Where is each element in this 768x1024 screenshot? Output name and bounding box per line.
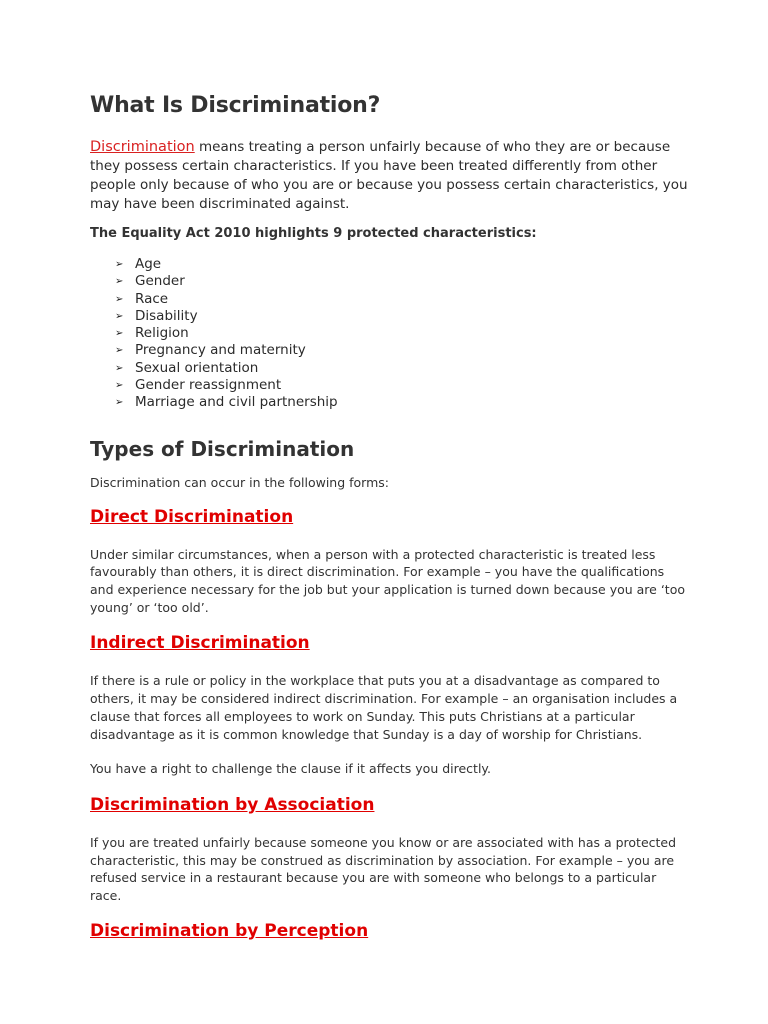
intro-text: means treating a person unfairly because of who they are or because they possess certain characteristics. If you have been treated differently from other people only because of who you are or because you possess certain characteristics, you may have been discriminated against.: [90, 139, 688, 212]
indirect-discrimination-text: If there is a rule or policy in the workplace that puts you at a disadvantage as compared to others, it may be considered indirect discrimination. For example – an organisation includes a clause that forces all employees to work on Sunday. This puts Christians at a particular disadvantage as it is common knowledge that Sunday is a day of worship for Christians.: [90, 673, 678, 742]
list-item: ➢ Disability: [115, 307, 198, 324]
arrow-bullet-icon: ➢: [115, 345, 124, 357]
discrimination-link[interactable]: Discrimination: [90, 139, 195, 155]
arrow-bullet-icon: ➢: [115, 276, 124, 288]
page-title: What Is Discrimination?: [90, 93, 381, 118]
association-heading: Discrimination by Association: [90, 795, 375, 815]
direct-discrimination-text: Under similar circumstances, when a person with a protected characteristic is treated less favourably than others, it is direct discrimination. For example – you have the qualifications and experience necessary for the job but your application is turned down because you are ‘too young’ or ‘too old’.: [90, 546, 686, 615]
arrow-bullet-icon: ➢: [115, 293, 124, 305]
indirect-discrimination-heading: Indirect Discrimination: [90, 633, 310, 654]
list-item: ➢ Religion: [115, 325, 189, 342]
list-item: ➢ Gender: [115, 273, 185, 290]
list-item: ➢ Age: [115, 256, 162, 272]
direct-discrimination-heading: Direct Discrimination: [90, 506, 294, 527]
list-item: ➢ Sexual orientation: [115, 359, 259, 376]
list-item: ➢ Marriage and civil partnership: [115, 394, 338, 411]
list-item: ➢ Gender reassignment: [115, 377, 282, 394]
types-heading: Types of Discrimination: [90, 436, 355, 461]
document-content: [90, 93, 690, 960]
intro-paragraph: [90, 138, 690, 214]
association-text: If you are treated unfairly because someone you know or are associated with has a protected characteristic, this may be construed as discrimination by association. For example – you are refused service in a restaurant because you are with someone who belongs to a particular race.: [90, 835, 677, 904]
list-item: ➢ Race: [115, 290, 169, 307]
indirect-discrimination-note: You have a right to challenge the clause if it affects you directly.: [90, 761, 492, 777]
characteristics-list: [90, 256, 690, 412]
arrow-bullet-icon: ➢: [115, 328, 124, 340]
types-intro: Discrimination can occur in the following forms:: [90, 474, 389, 490]
equality-act-line: The Equality Act 2010 highlights 9 protected characteristics:: [90, 226, 537, 241]
perception-heading: Discrimination by Perception: [90, 920, 369, 941]
arrow-bullet-icon: ➢: [115, 380, 124, 392]
arrow-bullet-icon: ➢: [115, 310, 124, 322]
list-item: ➢ Pregnancy and maternity: [115, 342, 306, 359]
arrow-bullet-icon: ➢: [115, 362, 124, 374]
arrow-bullet-icon: ➢: [115, 259, 124, 270]
arrow-bullet-icon: ➢: [115, 397, 124, 409]
